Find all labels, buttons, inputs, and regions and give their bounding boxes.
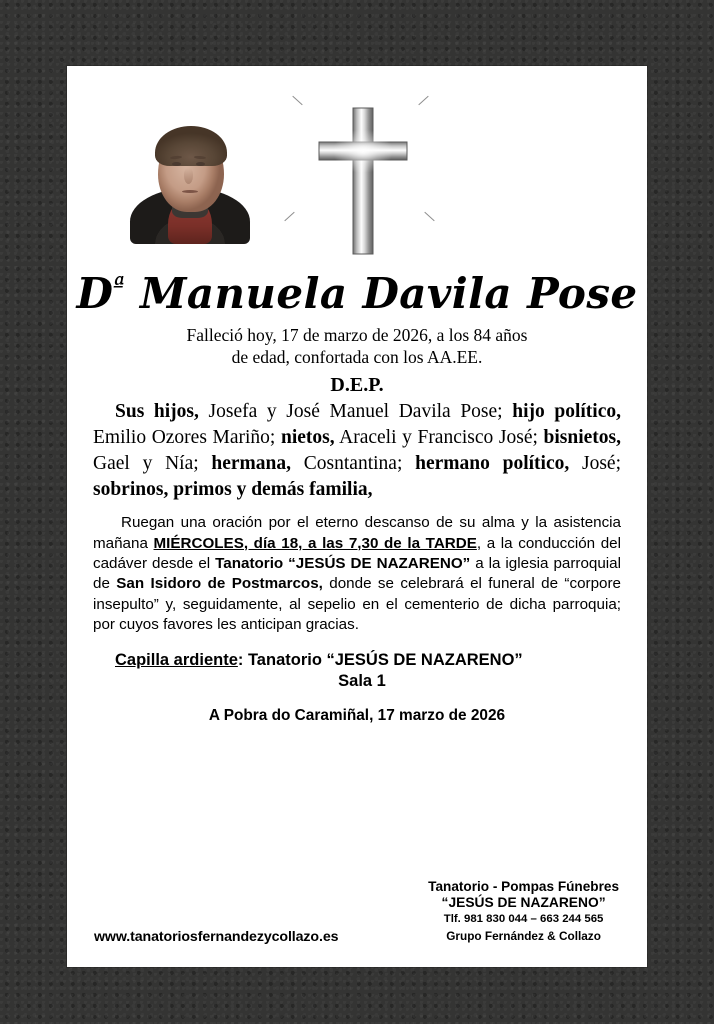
death-line-1: Falleció hoy, 17 de marzo de 2026, a los 84 años	[186, 324, 528, 345]
family-list-paragraph: Sus hijos, Josefa y José Manuel Davila Pose; hijo político, Emilio Ozores Mariño; nietos, Araceli y Francisco José; bisnietos, Gael y Nía; hermana, Cosntantina; hermano político, José; sobrinos, primos y demás familia,	[93, 401, 622, 501]
text-run-1: MIÉRCOLES, día 18, a las 7,30 de la TARDE	[153, 534, 477, 552]
funeral-home-type: Tanatorio - Pompas Fúnebres	[428, 879, 619, 894]
portrait-nose	[184, 168, 193, 184]
death-line-2: de edad, confortada con los AA.EE.	[231, 347, 483, 368]
text-run-12: sobrinos, primos y demás familia,	[93, 479, 373, 501]
text-run-4: nietos,	[280, 427, 335, 449]
text-run-3: Tanatorio “JESÚS DE NAZARENO”	[215, 555, 471, 573]
portrait-eye-right	[196, 162, 205, 166]
text-run-0: Sus hijos,	[115, 401, 199, 423]
death-details	[67, 324, 647, 369]
text-run-6: bisnietos,	[543, 427, 621, 449]
portrait-mouth	[182, 190, 198, 193]
notice-footer	[67, 879, 647, 953]
text-run-8: hermana,	[211, 453, 292, 475]
name-text: Manuela Davila Pose	[124, 269, 638, 318]
chapel-room: Sala 1	[338, 671, 386, 690]
text-run-2: hijo político,	[512, 401, 621, 423]
cross-graphic	[295, 98, 431, 264]
text-run-5: San Isidoro de Postmarcos,	[116, 575, 323, 593]
funeral-home-block	[428, 879, 619, 945]
funeral-notice-card	[67, 66, 647, 967]
chapel-line	[93, 650, 621, 671]
service-details-paragraph: Ruegan una oración por el eterno descanso de su alma y la asistencia mañana MIÉRCOLES, día 18, a las 7,30 de la TARDE, a la conducción del cadáver desde el Tanatorio “JESÚS DE NAZARENO” a la iglesia parroquial de San Isidoro de Postmarcos, donde se celebrará el funeral de “corpore insepulto” y, seguidamente, al sepelio en el cementerio de dicha parroquia; por cuyos favores les anticipan gracias.	[93, 514, 622, 634]
deceased-name	[67, 269, 647, 318]
funeral-home-name: “JESÚS DE NAZARENO”	[441, 895, 606, 911]
portrait-photo	[128, 118, 252, 244]
cross-icon	[295, 98, 431, 264]
portrait-eye-left	[172, 162, 181, 166]
name-honorific: D	[76, 269, 114, 318]
funeral-home-phone: Tlf. 981 830 044 – 663 244 565	[443, 913, 604, 926]
notice-header-graphics	[67, 66, 647, 266]
chapel-block	[93, 650, 621, 692]
city-and-date: A Pobra do Caramiñal, 17 marzo de 2026	[208, 706, 506, 724]
name-honorific-sup: ª	[113, 272, 125, 299]
chapel-value: : Tanatorio “JESÚS DE NAZARENO”	[237, 650, 523, 669]
dep-abbreviation: D.E.P.	[330, 374, 384, 397]
text-run-10: hermano político,	[415, 453, 570, 475]
portrait-hair	[155, 126, 227, 166]
chapel-label: Capilla ardiente	[115, 650, 238, 669]
website-url[interactable]: www.tanatoriosfernandezycollazo.es	[94, 929, 339, 945]
sparkle-bottom-left-icon	[284, 212, 294, 221]
funeral-home-group: Grupo Fernández & Collazo	[446, 928, 601, 943]
